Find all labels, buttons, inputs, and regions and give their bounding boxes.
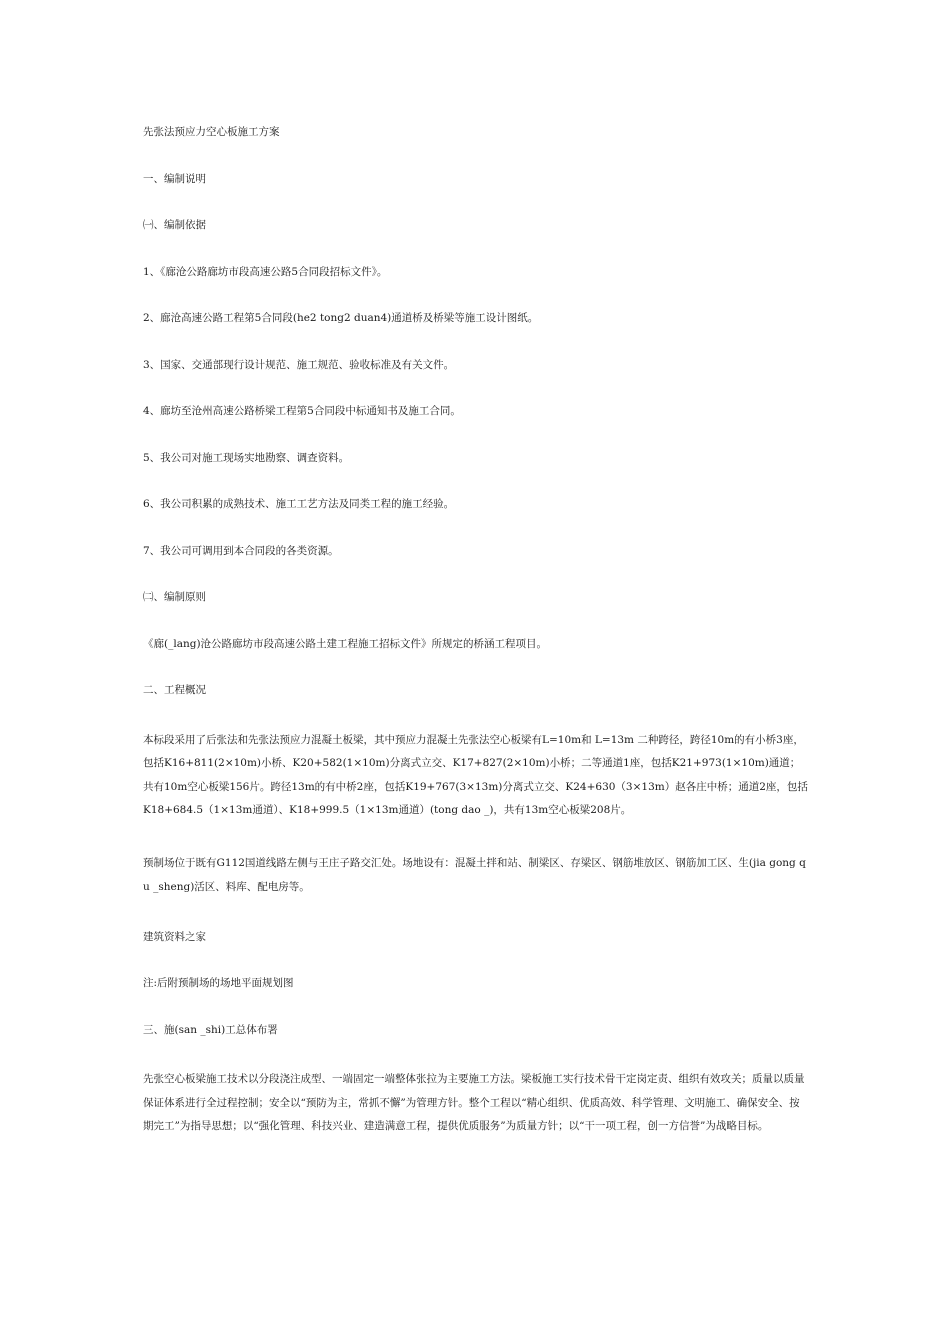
body-paragraph: 先张空心板梁施工技术以分段浇注成型、一端固定一端整体张拉为主要施工方法。梁板施工实行技术骨干定岗定责、组织有效攻关；质量以质量保证体系进行全过程控制；安全以“预防为主，常抓不懈”为管理方针。整个工程以“精心组织、优质高效、科学管理、文明施工、确保安全、按期完工”为指导思想；以“强化管理、科技兴业、建造满意工程，提供优质服务”为质量方针；以“干一项工程，创一方信誉”为战略目标。: [143, 1073, 805, 1132]
list-item: 4、廊坊至沧州高速公路桥梁工程第5合同段中标通知书及施工合同。: [143, 405, 461, 417]
section-heading-2: 二、工程概况: [143, 684, 206, 696]
body-paragraph: 《廊(_lang)沧公路廊坊市段高速公路土建工程施工招标文件》所规定的桥涵工程项目。: [143, 637, 548, 650]
document-title: 先张法预应力空心板施工方案: [143, 126, 280, 138]
section-heading-1: 一、编制说明: [143, 172, 206, 185]
list-item: 5、我公司对施工现场实地勘察、调查资料。: [143, 451, 350, 464]
body-paragraph: 建筑资料之家: [143, 930, 206, 943]
list-item: 3、国家、交通部现行设计规范、施工规范、验收标准及有关文件。: [143, 358, 455, 371]
list-item: 1、《廊沧公路廊坊市段高速公路5合同段招标文件》。: [143, 265, 388, 278]
section-heading-3: 三、施(san _shi)工总体布署: [143, 1023, 278, 1036]
note-paragraph: 注:后附预制场的场地平面规划图: [143, 977, 294, 989]
subsection-heading-basis: ㈠、编制依据: [143, 219, 206, 231]
list-item: 2、廊沧高速公路工程第5合同段(he2 tong2 duan4)通道桥及桥梁等施工设计图纸。: [143, 312, 539, 324]
subsection-heading-principle: ㈡、编制原则: [143, 591, 206, 603]
body-paragraph: 本标段采用了后张法和先张法预应力混凝土板梁，其中预应力混凝土先张法空心板梁有L=10m和 L=13m 二种跨径，跨径10m的有小桥3座，包括K16+811(2×10m)小桥、K20+582(1×10m)分离式立交、K17+827(2×10m)小桥；二等通道1座，包括K21+973(1×10m)通道；共有10m空心板梁156片。跨径13m的有中桥2座，包括K19+767(3×13m)分离式立交、K24+630（3×13m）赵各庄中桥；通道2座，包括K18+684.5（1×13m通道）、K18+999.5（1×13m通道）(tong dao _)，共有13m空心板梁208片。: [143, 733, 808, 816]
body-paragraph: 预制场位于既有G112国道线路左侧与王庄子路交汇处。场地设有：混凝土拌和站、制梁区、存梁区、钢筋堆放区、钢筋加工区、生(jia gong qu _sheng)活区、料库、配电房等。: [143, 857, 806, 893]
list-item: 6、我公司积累的成熟技术、施工工艺方法及同类工程的施工经验。: [143, 498, 455, 510]
list-item: 7、我公司可调用到本合同段的各类资源。: [143, 544, 339, 557]
document-body: [143, 124, 809, 1168]
